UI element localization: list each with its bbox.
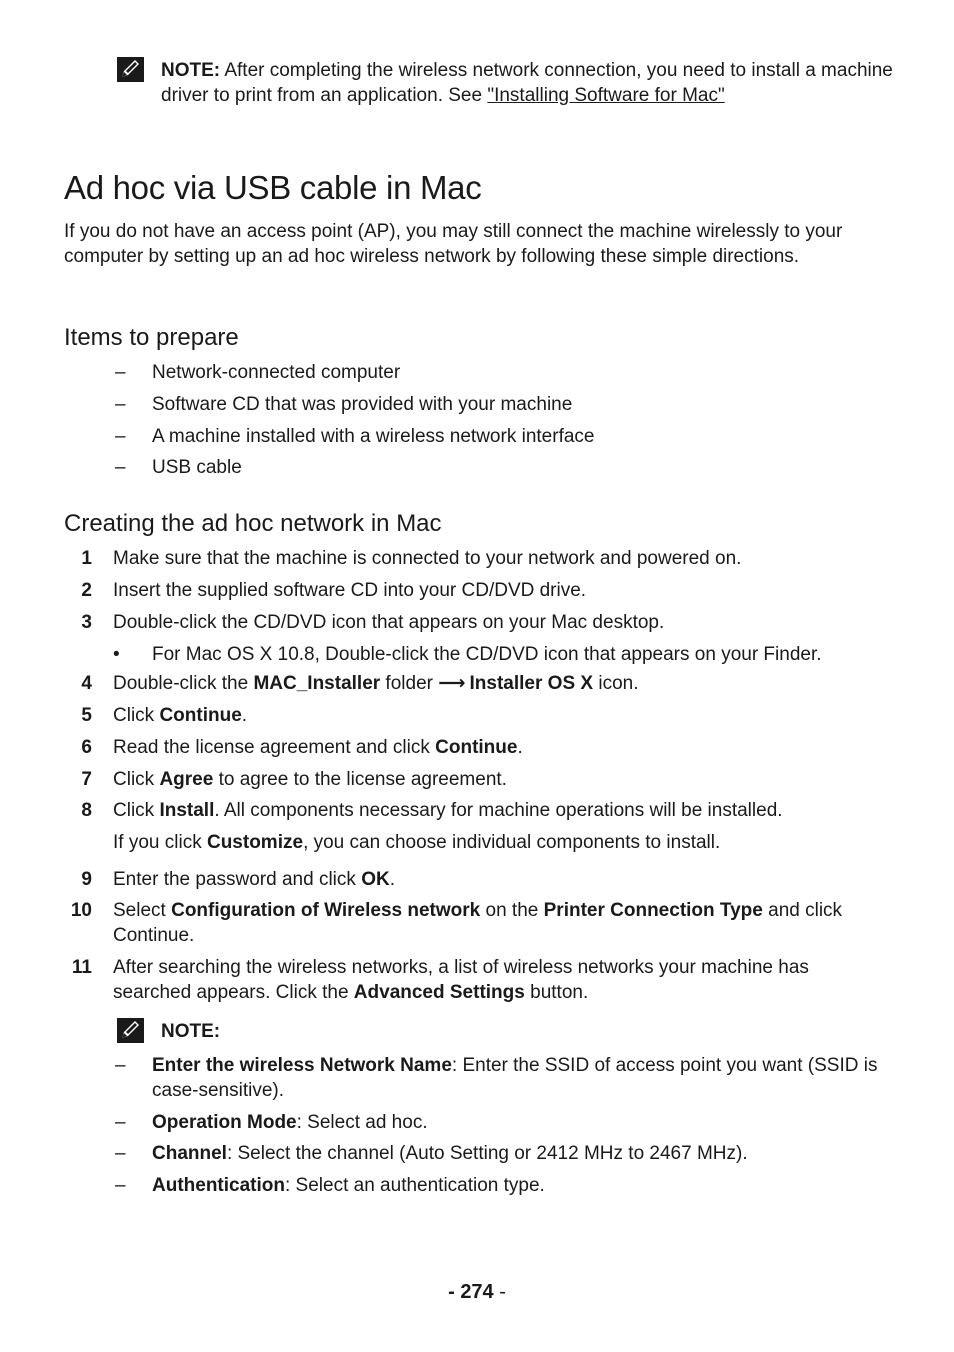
step-text: Double-click the CD/DVD icon that appears on your Mac desktop. [113, 612, 665, 633]
step-text: Select Configuration of Wireless network on the Printer Connection Type and click Continue. [113, 900, 843, 946]
setting-item: Authentication: Select an authentication type. [152, 1175, 545, 1196]
note-text: After completing the wireless network connection, you need to install a machine driver to print from an application. See [161, 60, 893, 106]
step-8-extra: If you click Customize, you can choose individual components to install. [113, 832, 721, 853]
list-item: Software CD that was provided with your machine [152, 394, 573, 415]
step-text: Enter the password and click OK. [113, 869, 395, 890]
bullet-marker: • [113, 644, 120, 665]
step-text: Double-click the MAC_Installer folder ⟶ Installer OS X icon. [113, 673, 639, 694]
items-heading: Items to prepare [64, 324, 239, 351]
step-bullet: For Mac OS X 10.8, Double-click the CD/DVD icon that appears on your Finder. [152, 644, 822, 665]
pencil-note-icon [117, 1018, 144, 1043]
intro-paragraph: If you do not have an access point (AP), you may still connect the machine wirelessly to your computer by setting up an ad hoc wireless network by following these simple directions. [64, 221, 843, 267]
page-number: - 274 - [448, 1281, 506, 1303]
step-number: 9 [81, 869, 92, 890]
note-label: NOTE: [161, 1021, 221, 1042]
step-number: 3 [81, 612, 92, 633]
dash-marker: – [115, 426, 126, 447]
step-number: 5 [81, 705, 92, 726]
step-text: Click Install. All components necessary for machine operations will be installed. [113, 800, 783, 821]
dash-marker: – [115, 394, 126, 415]
dash-marker: – [115, 1143, 126, 1164]
step-number: 10 [70, 900, 92, 921]
page-title: Ad hoc via USB cable in Mac [64, 169, 482, 206]
step-text: Click Agree to agree to the license agreement. [113, 769, 507, 790]
top-note [161, 58, 901, 108]
setting-item: Operation Mode: Select ad hoc. [152, 1112, 428, 1133]
setting-item: Channel: Select the channel (Auto Setting or 2412 MHz to 2467 MHz). [152, 1143, 748, 1164]
list-item: Network-connected computer [152, 362, 401, 383]
mac-installer-folder: MAC_Installer [253, 673, 381, 694]
step-text: Click Continue. [113, 705, 248, 726]
step-number: 4 [81, 673, 92, 694]
step-number: 1 [81, 548, 92, 569]
dash-marker: – [115, 362, 126, 383]
step-number: 11 [71, 957, 92, 978]
step-text: After searching the wireless networks, a list of wireless networks your machine has searched appears. Click the Advanced Settings button. [113, 957, 809, 1003]
setting-item: Enter the wireless Network Name: Enter the SSID of access point you want (SSID is case-sensitive). [152, 1055, 878, 1101]
installer-osx-icon-label: Installer OS X [469, 673, 594, 694]
note-label: NOTE: [161, 60, 221, 81]
step-text: Make sure that the machine is connected to your network and powered on. [113, 548, 742, 569]
dash-marker: – [115, 1055, 126, 1076]
step-text: Read the license agreement and click Continue. [113, 737, 523, 758]
list-item: USB cable [152, 457, 242, 478]
step-number: 7 [81, 769, 92, 790]
creating-heading: Creating the ad hoc network in Mac [64, 510, 442, 537]
dash-marker: – [115, 1175, 126, 1196]
dash-marker: – [115, 457, 126, 478]
dash-marker: – [115, 1112, 126, 1133]
step-text: Insert the supplied software CD into your CD/DVD drive. [113, 580, 587, 601]
step-number: 8 [81, 800, 92, 821]
list-item: A machine installed with a wireless network interface [152, 426, 595, 447]
step-number: 6 [81, 737, 92, 758]
arrow-right-icon: ⟶ [438, 673, 466, 694]
pencil-note-icon [117, 57, 144, 82]
step-number: 2 [81, 580, 92, 601]
installing-software-link[interactable]: "Installing Software for Mac" [487, 85, 725, 106]
